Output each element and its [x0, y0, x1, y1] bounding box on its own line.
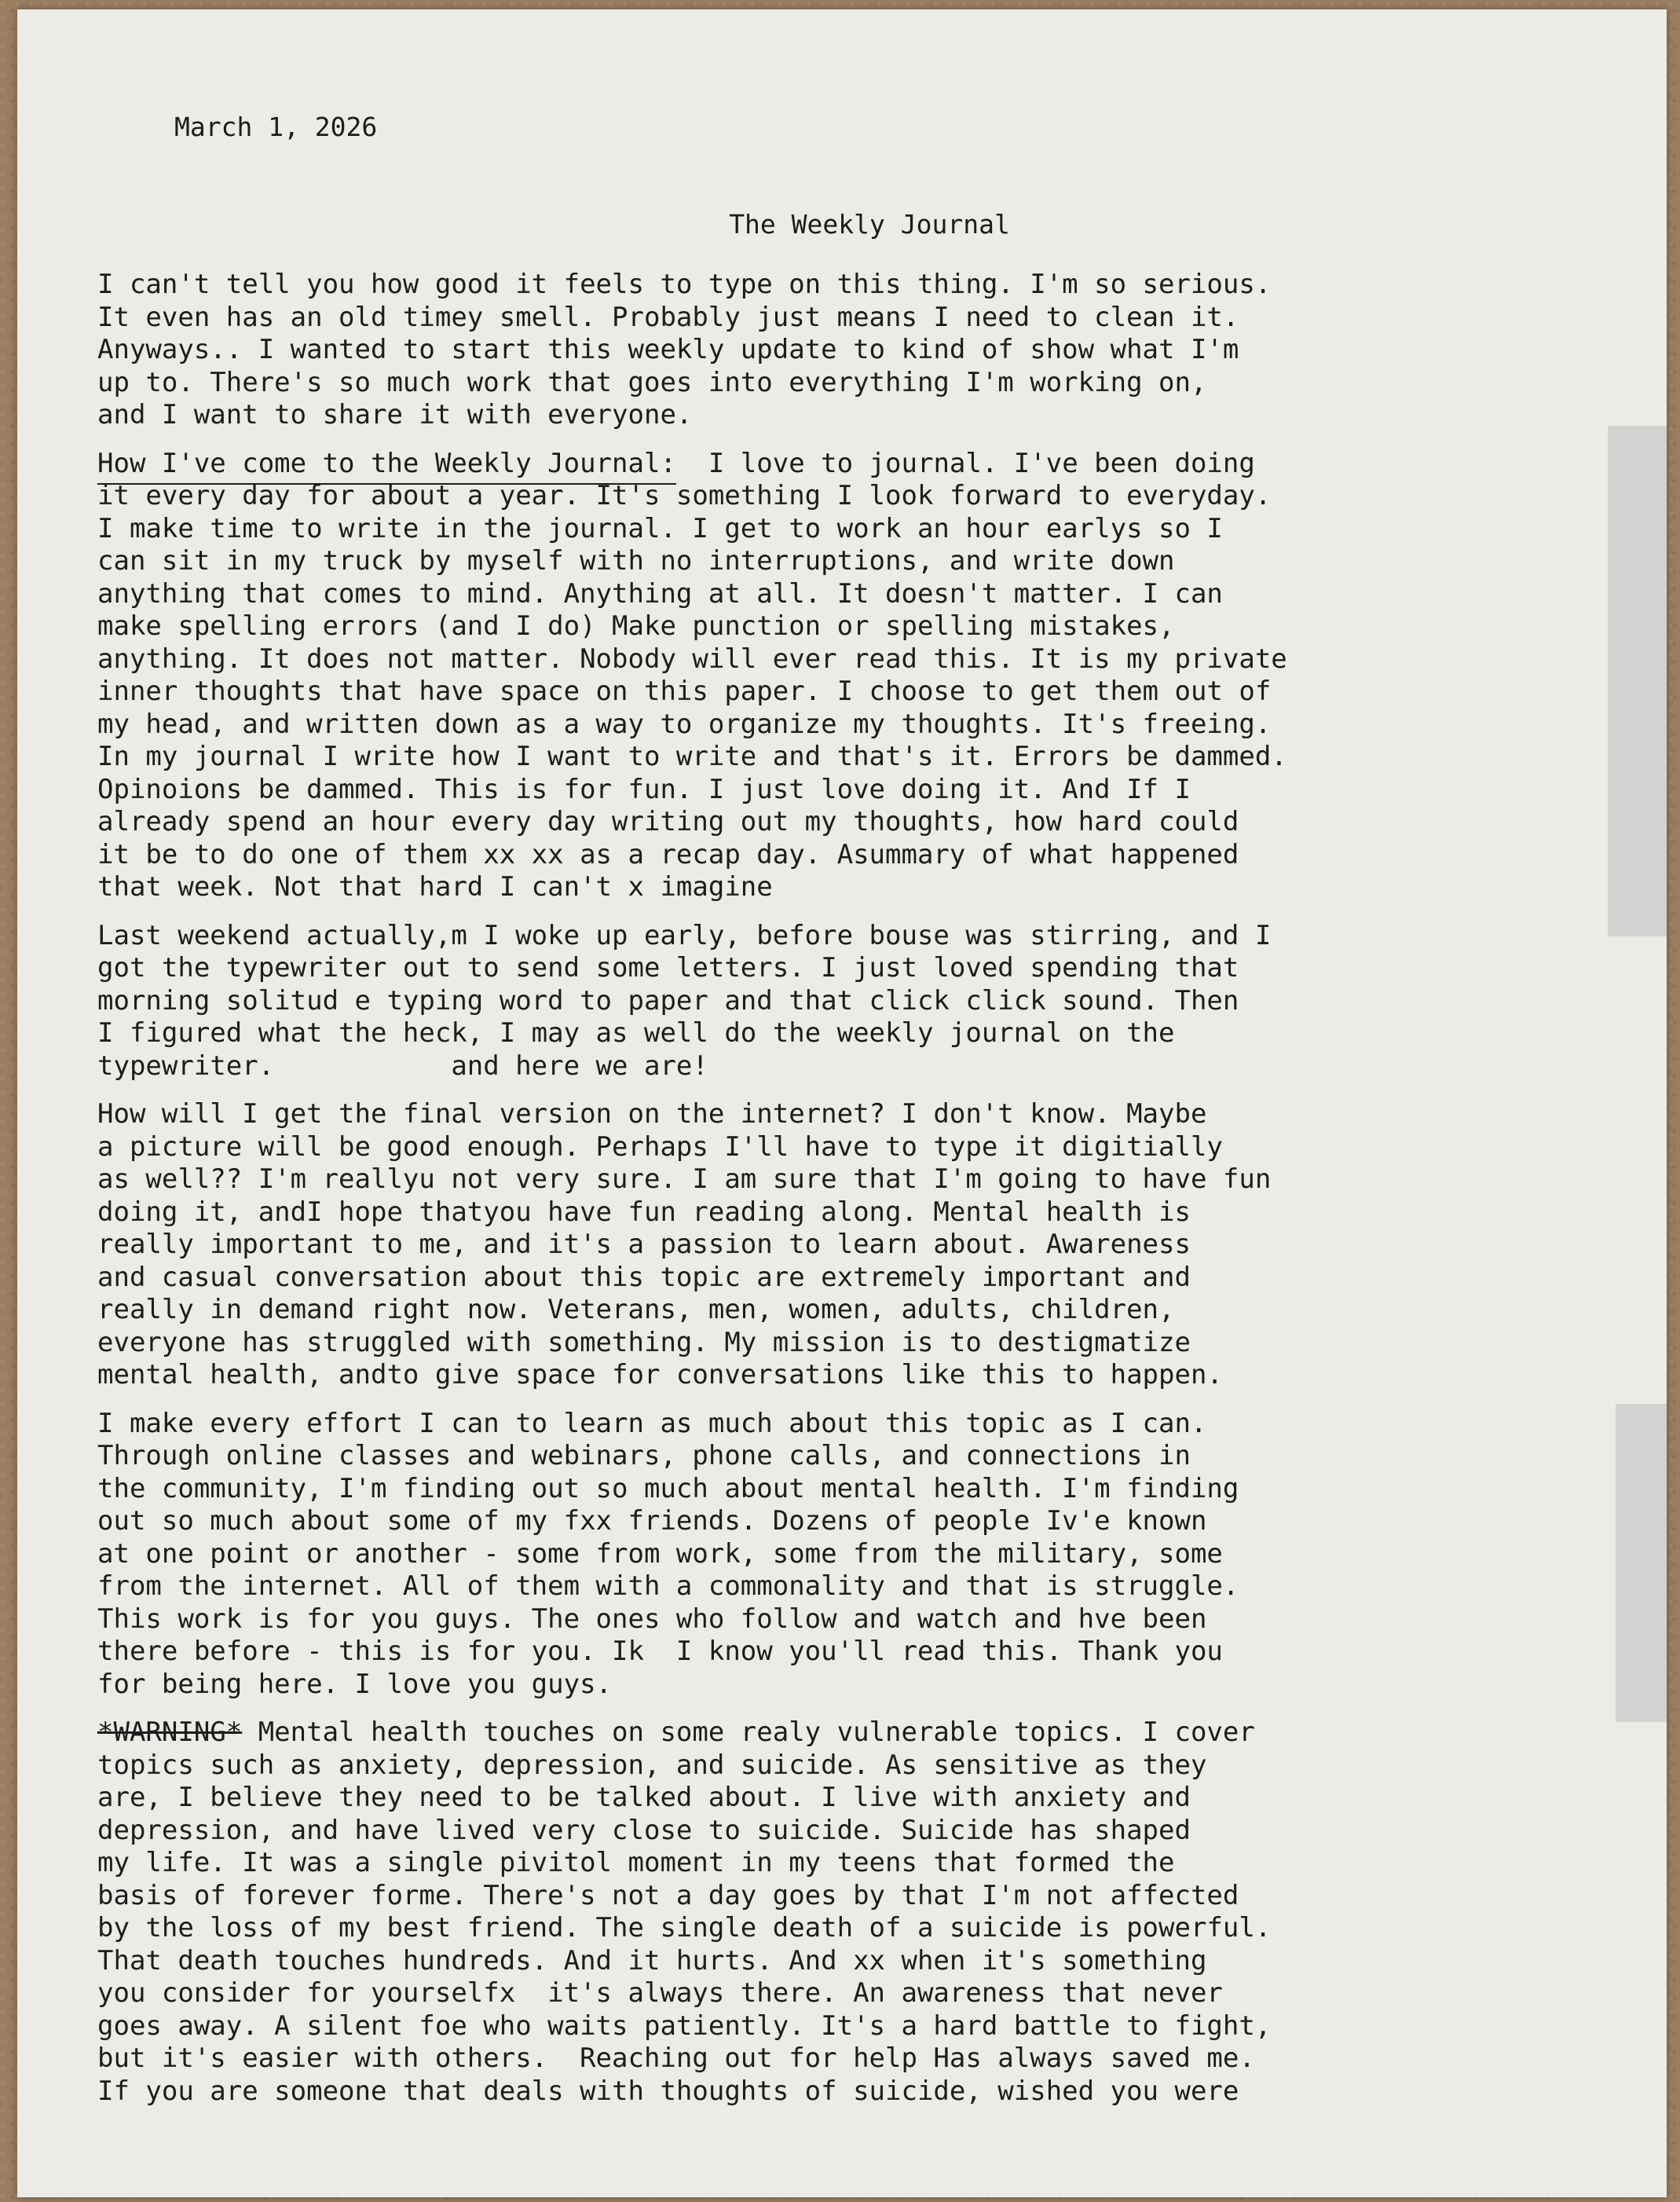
- paragraph-internet: [97, 1098, 1605, 1392]
- text-line: but it's easier with others. Reaching out for help Has always saved me.: [97, 2043, 1255, 2074]
- text-line: That death touches hundreds. And it hurts. And xx when it's something: [97, 1944, 1207, 1977]
- text-line: anything that comes to mind. Anything at all. It doesn't matter. I can: [97, 577, 1223, 610]
- text-line: typewriter. and here we are!: [97, 1050, 708, 1082]
- text-line: doing it, andI hope thatyou have fun reading along. Mental health is: [97, 1196, 1191, 1228]
- text-line: I can't tell you how good it feels to type on this thing. I'm so serious.: [97, 269, 1272, 300]
- text-line: and casual conversation about this topic are extremely important and: [97, 1261, 1191, 1293]
- text-line: got the typewriter out to send some letters. I just loved spending that: [97, 952, 1239, 984]
- journal-title: The Weekly Journal: [729, 209, 1010, 240]
- text-line: Anyways.. I wanted to start this weekly update to kind of show what I'm: [97, 334, 1239, 365]
- paragraph-intro: [97, 269, 1605, 432]
- heading-line-rest: I love to journal. I've been doing: [675, 447, 1255, 479]
- text-line: you consider for yourselfx it's always there. An awareness that never: [97, 1977, 1223, 2009]
- text-line: really important to me, and it's a passion to learn about. Awareness: [97, 1229, 1191, 1260]
- text-line: Last weekend actually,m I woke up early, before bouse was stirring, and I: [97, 919, 1272, 951]
- tape-strip-lower: [1616, 1404, 1667, 1722]
- text-line: from the internet. All of them with a commonality and that is struggle.: [97, 1570, 1239, 1602]
- text-line: at one point or another - some from work, some from the military, some: [97, 1537, 1223, 1570]
- text-line: Through online classes and webinars, phone calls, and connections in: [97, 1440, 1191, 1471]
- paragraph-how-ive-come: [97, 448, 1605, 904]
- text-line: depression, and have lived very close to suicide. Suicide has shaped: [97, 1814, 1191, 1846]
- text-line: basis of forever forme. There's not a day goes by that I'm not affected: [97, 1879, 1239, 1911]
- text-line: already spend an hour every day writing out my thoughts, how hard could: [97, 806, 1239, 837]
- text-line: This work is for you guys. The ones who follow and watch and hve been: [97, 1603, 1207, 1635]
- text-line: I make time to write in the journal. I get to work an hour earlys so I: [97, 512, 1223, 544]
- text-line: everyone has struggled with something. My mission is to destigmatize: [97, 1326, 1191, 1358]
- typewritten-page: [17, 9, 1667, 2197]
- paragraph-warning: [97, 1717, 1605, 2108]
- text-line: If you are someone that deals with thoughts of suicide, wished you were: [97, 2075, 1239, 2107]
- text-line: there before - this is for you. Ik I know you'll read this. Thank you: [97, 1636, 1223, 1667]
- text-line: can sit in my truck by myself with no interruptions, and write down: [97, 545, 1175, 577]
- text-line: In my journal I write how I want to write and that's it. Errors be dammed.: [97, 741, 1287, 772]
- journal-date: March 1, 2026: [174, 112, 378, 142]
- text-line: anything. It does not matter. Nobody will ever read this. It is my private: [97, 643, 1287, 675]
- tape-strip-upper: [1608, 426, 1667, 936]
- text-line: out so much about some of my fxx friends. Dozens of people Iv'e known: [97, 1505, 1207, 1537]
- warning-line: [97, 1717, 1605, 1750]
- text-line: the community, I'm finding out so much about mental health. I'm finding: [97, 1472, 1239, 1504]
- text-line: goes away. A silent foe who waits patiently. It's a hard battle to fight,: [97, 2010, 1272, 2042]
- heading-line: [97, 448, 1605, 481]
- text-line: that week. Not that hard I can't x imagine: [97, 871, 773, 903]
- warning-line-rest: Mental health touches on some realy vulnerable topics. I cover: [242, 1717, 1255, 1748]
- text-line: for being here. I love you guys.: [97, 1668, 613, 1700]
- text-line: How will I get the final version on the internet? I don't know. Maybe: [97, 1098, 1207, 1130]
- paragraph-effort: [97, 1408, 1605, 1702]
- text-line: make spelling errors (and I do) Make punction or spelling mistakes,: [97, 610, 1175, 642]
- paragraph-last-weekend: [97, 920, 1605, 1083]
- text-line: are, I believe they need to be talked about. I live with anxiety and: [97, 1782, 1191, 1813]
- text-line: and I want to share it with everyone.: [97, 399, 693, 431]
- text-line: my head, and written down as a way to organize my thoughts. It's freeing.: [97, 708, 1272, 740]
- text-line: It even has an old timey smell. Probably just means I need to clean it.: [97, 301, 1239, 333]
- journal-body: [97, 269, 1605, 2123]
- warning-label: *WARNING*: [97, 1717, 243, 1748]
- text-line: my life. It was a single pivitol moment in my teens that formed the: [97, 1847, 1175, 1878]
- text-line: I make every effort I can to learn as much about this topic as I can.: [97, 1407, 1207, 1439]
- text-line: Opinoions be dammed. This is for fun. I just love doing it. And If I: [97, 773, 1191, 805]
- text-line: really in demand right now. Veterans, men, women, adults, children,: [97, 1294, 1175, 1325]
- text-line: it be to do one of them xx xx as a recap day. Asummary of what happened: [97, 838, 1239, 870]
- text-line: a picture will be good enough. Perhaps I'll have to type it digitially: [97, 1130, 1223, 1163]
- text-line: by the loss of my best friend. The single death of a suicide is powerful.: [97, 1912, 1272, 1944]
- text-line: morning solitud e typing word to paper and that click click sound. Then: [97, 984, 1239, 1017]
- section-heading: How I've come to the Weekly Journal:: [97, 447, 676, 479]
- text-line: up to. There's so much work that goes into everything I'm working on,: [97, 366, 1207, 398]
- text-line: it every day for about a year. It's something I look forward to everyday.: [97, 480, 1272, 511]
- text-line: mental health, andto give space for conversations like this to happen.: [97, 1359, 1223, 1390]
- text-line: topics such as anxiety, depression, and suicide. As sensitive as they: [97, 1749, 1207, 1781]
- text-line: as well?? I'm reallyu not very sure. I am sure that I'm going to have fun: [97, 1163, 1272, 1195]
- text-line: I figured what the heck, I may as well do the weekly journal on the: [97, 1017, 1175, 1049]
- text-line: inner thoughts that have space on this paper. I choose to get them out of: [97, 676, 1272, 707]
